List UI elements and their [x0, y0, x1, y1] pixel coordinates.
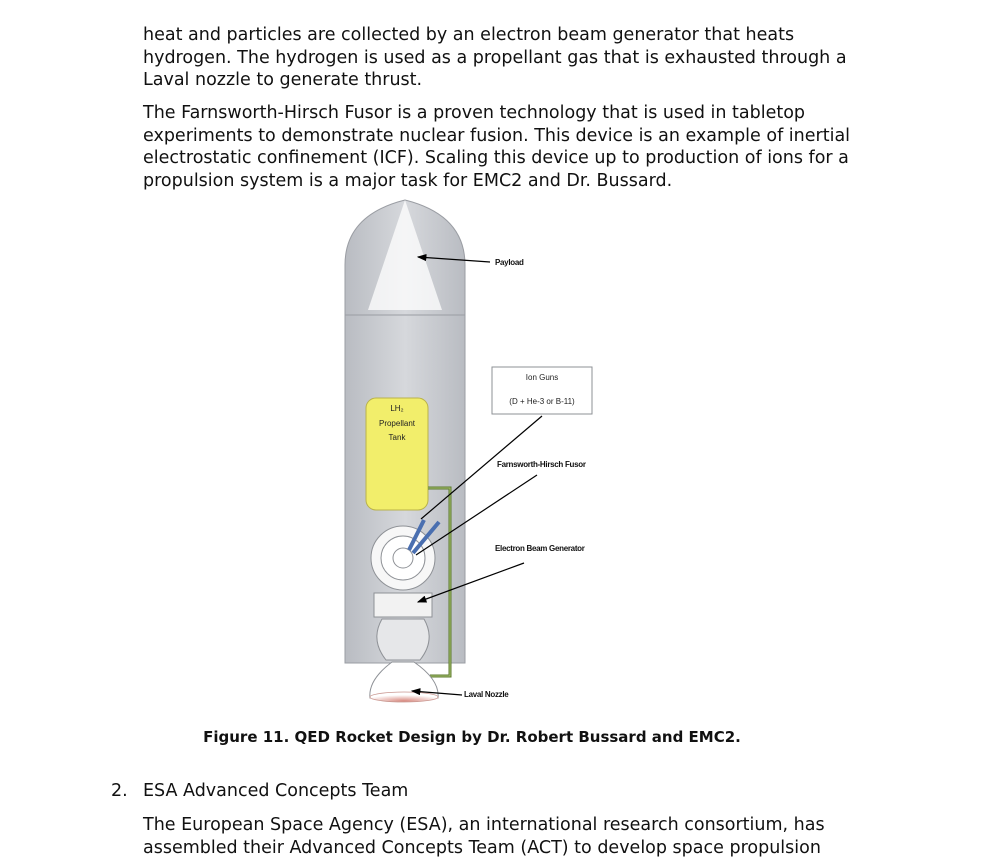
ion-guns-label-line1: Ion Guns: [525, 373, 559, 382]
nozzle-exhaust: [370, 692, 438, 702]
ion-guns-label-line2: (D + He-3 or B-11): [509, 397, 575, 406]
laval-nozzle-label: Laval Nozzle: [464, 690, 509, 699]
electron-beam-label: Electron Beam Generator: [495, 544, 585, 553]
paragraph-esa: [143, 814, 903, 859]
figure-caption: Figure 11. QED Rocket Design by Dr. Robert Bussard and EMC2.: [203, 728, 741, 746]
text-line: The Farnsworth-Hirsch Fusor is a proven technology that is used in tabletop: [143, 103, 806, 123]
text-line: experiments to demonstrate nuclear fusion. This device is an example of inertial: [143, 125, 851, 146]
text-line: assembled their Advanced Concepts Team (ACT) to develop space propulsion: [143, 837, 821, 858]
text-line: propulsion system is a major task for EMC2 and Dr. Bussard.: [143, 170, 673, 191]
text-line: electrostatic confinement (ICF). Scaling this device up to production of ions for a: [143, 148, 849, 168]
section-title: ESA Advanced Concepts Team: [143, 781, 409, 801]
nozzle-throat: [377, 619, 429, 660]
text-line: heat and particles are collected by an electron beam generator that heats: [143, 25, 795, 45]
propellant-tank: [366, 398, 428, 510]
section-number: 2.: [111, 781, 128, 801]
tank-label-line3: Tank: [388, 433, 406, 442]
fusor-core: [393, 548, 413, 568]
electron-beam-generator: [374, 593, 432, 617]
section-heading: [111, 780, 408, 802]
payload-label: Payload: [495, 258, 524, 267]
tank-label-line1: LH₂: [390, 404, 404, 413]
text-line: The European Space Agency (ESA), an international research consortium, has: [143, 815, 825, 835]
tank-label-line2: Propellant: [378, 419, 416, 428]
fusor-label: Farnsworth-Hirsch Fusor: [497, 460, 586, 469]
text-line: hydrogen. The hydrogen is used as a propellant gas that is exhausted through a: [143, 47, 847, 68]
text-line: Laval nozzle to generate thrust.: [143, 70, 423, 90]
